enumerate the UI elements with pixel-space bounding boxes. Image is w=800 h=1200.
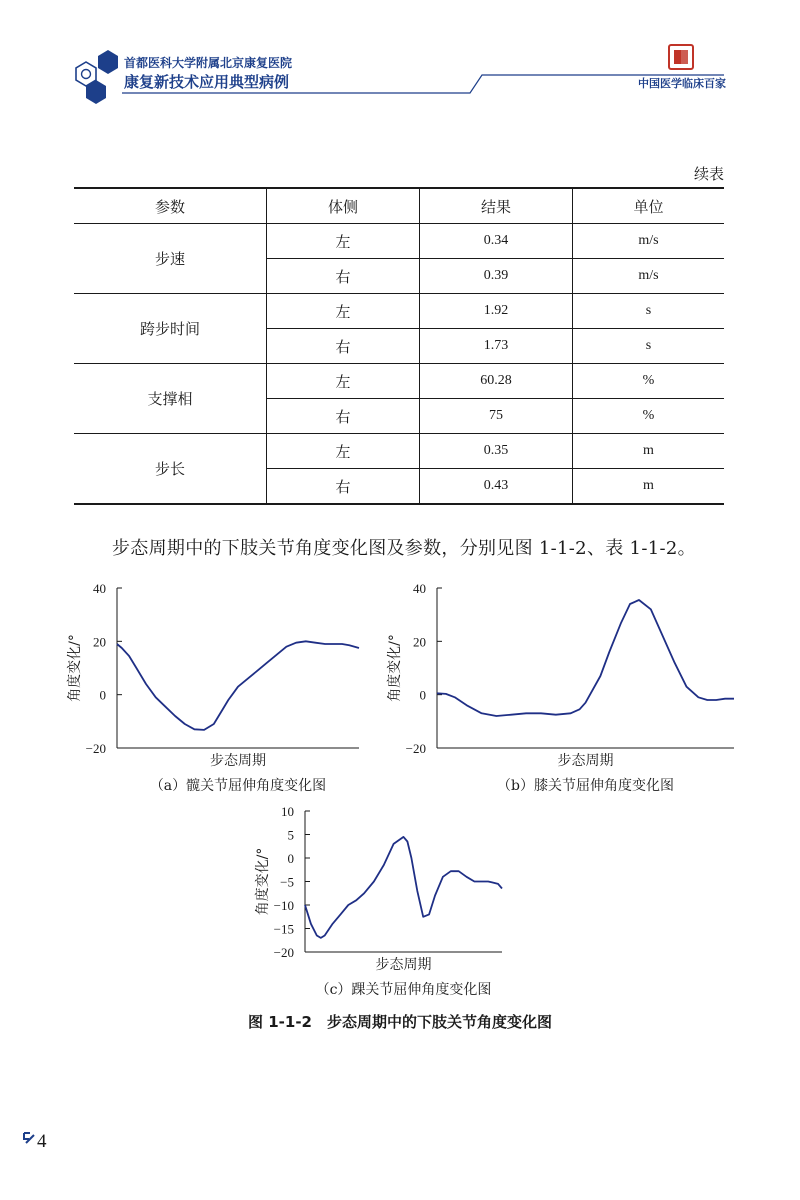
- side-cell: 左: [267, 224, 420, 259]
- side-cell: 左: [267, 434, 420, 469]
- body-paragraph: 步态周期中的下肢关节角度变化图及参数，分别见图 1-1-2、表 1-1-2。: [112, 538, 696, 559]
- page-number: 4: [37, 1131, 47, 1152]
- param-cell: 步速: [74, 224, 267, 294]
- y-tick-label: 0: [419, 687, 426, 703]
- param-cell: 跨步时间: [74, 294, 267, 364]
- table-header-cell: 单位: [573, 188, 725, 224]
- result-cell: 1.73: [420, 329, 573, 364]
- y-tick-label: −15: [273, 921, 294, 937]
- unit-cell: s: [573, 294, 725, 329]
- result-cell: 60.28: [420, 364, 573, 399]
- unit-cell: %: [573, 399, 725, 434]
- header-series-name: 中国医学临床百家: [638, 77, 726, 90]
- y-tick-label: 20: [93, 634, 106, 650]
- y-tick-label: 5: [287, 827, 294, 843]
- unit-cell: s: [573, 329, 725, 364]
- side-cell: 右: [267, 259, 420, 294]
- y-axis-label: 角度变化/°: [67, 634, 83, 702]
- chart-caption: （b）膝关节屈伸角度变化图: [497, 778, 674, 794]
- y-axis-label: 角度变化/°: [387, 634, 403, 702]
- y-tick-label: −20: [405, 741, 426, 756]
- side-cell: 右: [267, 399, 420, 434]
- chart-caption: （c）踝关节屈伸角度变化图: [315, 982, 492, 998]
- x-axis-label: 步态周期: [375, 957, 432, 973]
- unit-cell: m/s: [573, 259, 725, 294]
- header-book-title: 康复新技术应用典型病例: [124, 73, 290, 91]
- result-cell: 0.35: [420, 434, 573, 469]
- side-cell: 右: [267, 469, 420, 505]
- side-cell: 右: [267, 329, 420, 364]
- unit-cell: m: [573, 434, 725, 469]
- continued-label: 续表: [693, 165, 724, 183]
- table-header-cell: 结果: [420, 188, 573, 224]
- result-cell: 1.92: [420, 294, 573, 329]
- x-axis-label: 步态周期: [210, 753, 266, 769]
- unit-cell: %: [573, 364, 725, 399]
- chart-caption: （a）髋关节屈伸角度变化图: [149, 778, 327, 794]
- y-tick-label: 0: [99, 687, 106, 703]
- y-tick-label: 40: [93, 581, 106, 596]
- unit-cell: m/s: [573, 224, 725, 259]
- series-line: [117, 641, 359, 730]
- table-header-cell: 体侧: [267, 188, 420, 224]
- param-cell: 步长: [74, 434, 267, 505]
- y-tick-label: 20: [413, 634, 426, 650]
- y-tick-label: 10: [281, 804, 294, 819]
- page-mark-icon: [22, 1130, 38, 1148]
- side-cell: 左: [267, 364, 420, 399]
- header-hospital-name: 首都医科大学附属北京康复医院: [124, 56, 293, 70]
- result-cell: 75: [420, 399, 573, 434]
- result-cell: 0.34: [420, 224, 573, 259]
- y-tick-label: −10: [273, 898, 294, 913]
- table-header-cell: 参数: [74, 188, 267, 224]
- result-cell: 0.39: [420, 259, 573, 294]
- x-axis-label: 步态周期: [557, 753, 614, 769]
- result-cell: 0.43: [420, 469, 573, 505]
- y-tick-label: −5: [280, 874, 294, 890]
- y-axis-label: 角度变化/°: [255, 847, 271, 916]
- side-cell: 左: [267, 294, 420, 329]
- param-cell: 支撑相: [74, 364, 267, 434]
- y-tick-label: −20: [85, 741, 106, 756]
- figure-caption: 图 1-1-2 步态周期中的下肢关节角度变化图: [248, 1013, 552, 1031]
- y-tick-label: 0: [287, 851, 294, 866]
- unit-cell: m: [573, 469, 725, 505]
- y-tick-label: −20: [273, 945, 294, 960]
- y-tick-label: 40: [413, 581, 426, 596]
